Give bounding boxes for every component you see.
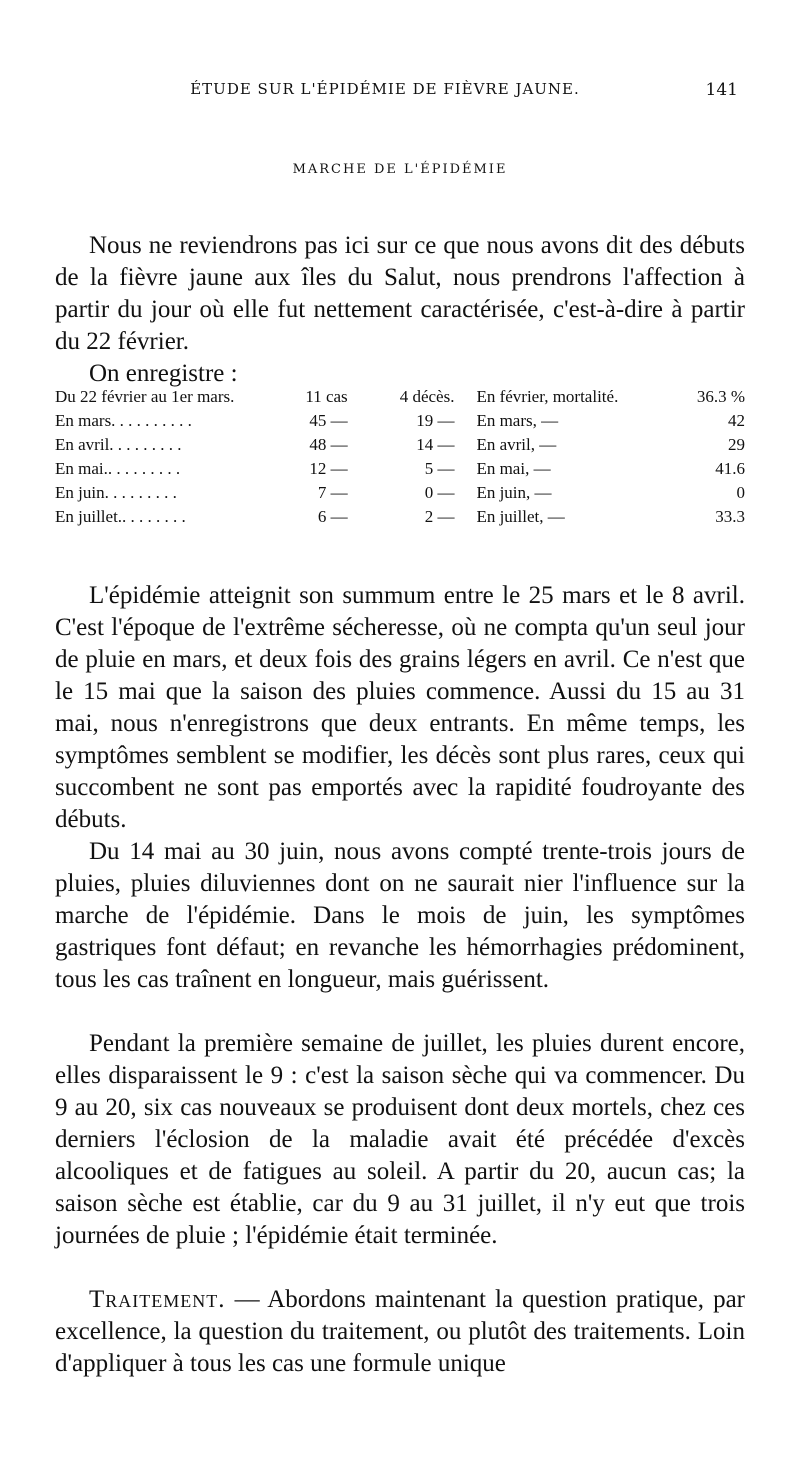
rate-cell: 0 [736, 483, 745, 502]
table-row [55, 481, 745, 505]
body-paragraph: L'épidémie atteignit son summum entre le 25 mars et le 8 avril. C'est l'époque de l'extrême sécheresse, où ne compta qu'un seul jour de pluie en mars, et deux fois des grains légers en avril. Ce n'est que le 15 mai que la saison des pluies commence. Aussi du 15 au 31 mai, nous n'enregistrons que deux entrants. En même temps, les symptômes semblent se modifier, les décès sont plus rares, ceux qui succombent ne sont pas emportés avec la rapidité foudroyante des débuts. [55, 582, 745, 833]
rate-cell: 36.3 % [696, 387, 745, 406]
rate-cell: 41.6 [715, 459, 745, 478]
table-row [55, 433, 745, 457]
deaths-cell: 14 — [416, 435, 455, 454]
record-line: On enregistre : [89, 360, 238, 387]
deaths-cell: 2 — [424, 507, 455, 526]
month-cell: En mars, — [476, 411, 559, 430]
body-paragraph: Du 14 mai au 30 juin, nous avons compté trente-trois jours de pluies, pluies diluviennes dont on ne saurait nier l'influence sur la marche de l'épidémie. Dans le mois de juin, les symptômes gastriques font défaut; en revanche les hémorrhagies prédominent, tous les cas traînent en longueur, mais guérissent. [55, 838, 745, 993]
deaths-cell: 19 — [416, 411, 455, 430]
rate-cell: 42 [728, 411, 745, 430]
period-cell: En avril. . . . . . . . . [55, 435, 182, 454]
section-heading: MARCHE DE L'ÉPIDÉMIE [292, 162, 508, 177]
treatment-label: Traitement. [89, 1286, 226, 1313]
month-cell: En juin, — [476, 483, 552, 502]
period-cell: En juin. . . . . . . . . [55, 483, 177, 502]
deaths-cell: 0 — [424, 483, 455, 502]
body-paragraph: Pendant la première semaine de juillet, les pluies durent encore, elles disparaissent le 9 : c'est la saison sèche qui va commencer. Du 9 au 20, six cas nouveaux se produisent dont deux mortels, chez ces derniers l'éclosion de la maladie avait été précédée d'excès alcooliques et de fatigues au soleil. A partir du 20, aucun cas; la saison sèche est établie, car du 9 au 31 juillet, il n'y eut que trois journées de pluie ; l'épidémie était terminée. [55, 1030, 745, 1249]
treatment-text: — Abordons maintenant la question pratique, par excellence, la question du traitement, ou plutôt des traitements. Loin d'appliquer à tous les cas une formule unique [55, 1286, 745, 1377]
running-title: ÉTUDE SUR L'ÉPIDÉMIE DE FIÈVRE JAUNE. [190, 80, 580, 98]
rate-cell: 29 [728, 435, 745, 454]
period-cell: Du 22 février au 1er mars. [55, 387, 235, 406]
table-row [55, 409, 745, 433]
rate-cell: 33.3 [715, 507, 745, 526]
running-head [0, 80, 800, 104]
cases-cell: 7 — [317, 483, 348, 502]
period-cell: En mars. . . . . . . . . . [55, 411, 192, 430]
period-cell: En mai.. . . . . . . . . [55, 459, 181, 478]
cases-cell: 11 cas [305, 387, 348, 406]
month-cell: En juillet, — [476, 507, 565, 526]
page-number: 141 [705, 80, 738, 100]
cases-cell: 12 — [309, 459, 348, 478]
table-row [55, 457, 745, 481]
month-cell: En avril, — [476, 435, 557, 454]
deaths-cell: 5 — [424, 459, 455, 478]
period-cell: En juillet.. . . . . . . . [55, 507, 186, 526]
treatment-paragraph [55, 1284, 745, 1380]
cases-cell: 6 — [317, 507, 348, 526]
cases-cell: 48 — [309, 435, 348, 454]
table-row [55, 505, 745, 529]
cases-cell: 45 — [309, 411, 348, 430]
deaths-cell: 4 décès. [399, 387, 455, 406]
statistics-table [55, 385, 745, 529]
table-row [55, 385, 745, 409]
month-cell: En mai, — [476, 459, 551, 478]
month-cell: En février, mortalité. [476, 387, 619, 406]
intro-paragraph: Nous ne reviendrons pas ici sur ce que nous avons dit des débuts de la fièvre jaune aux îles du Salut, nous prendrons l'affection à partir du jour où elle fut nettement caractérisée, c'est-à-dire à partir du 22 février. [55, 232, 745, 355]
